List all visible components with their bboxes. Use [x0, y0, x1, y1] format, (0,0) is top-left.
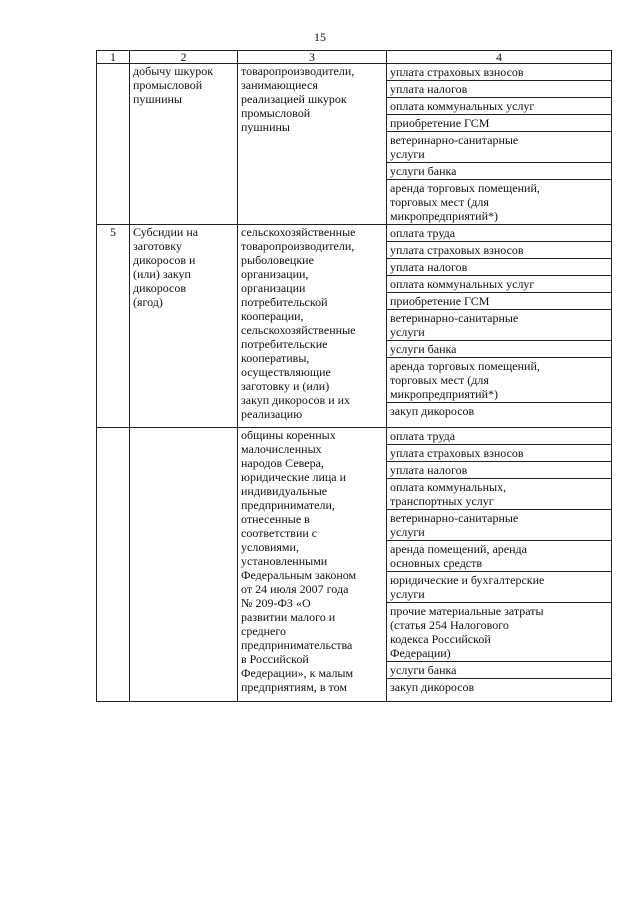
expense-item: оплата коммунальных, транспортных услуг: [387, 479, 611, 510]
expense-item: услуги банка: [387, 662, 611, 679]
recipient-cell-text: товаропроизводители, занимающиеся реализацией шкурок промысловой пушнины: [241, 64, 355, 134]
row-number-cell-text: 5: [110, 225, 116, 239]
expense-item: уплата налогов: [387, 81, 611, 98]
expense-item: оплата коммунальных услуг: [387, 98, 611, 115]
recipient-cell-text: общины коренных малочисленных народов Севера, юридические лица и индивидуальные предприниматели, отнесенные в соответствии с условиями, установленными Федеральным законом от 24 июля 2007 года № 209-ФЗ «О развитии малого и среднего предпринимательства в Российской Федерации», к малым предприятиям, в том: [241, 428, 357, 694]
expense-item: оплата труда: [387, 225, 611, 242]
expense-item: услуги банка: [387, 341, 611, 358]
expense-item: ветеринарно-санитарные услуги: [387, 510, 611, 541]
page-number: 15: [314, 30, 326, 44]
expense-item: закуп дикоросов: [390, 680, 475, 694]
subsidy-name-cell: [130, 428, 238, 702]
expense-item: уплата страховых взносов: [387, 445, 611, 462]
row-number-cell: [97, 64, 130, 225]
subsidy-name-cell-text: Субсидии на заготовку дикоросов и (или) закуп дикоросов (ягод): [133, 225, 199, 309]
recipient-cell: [238, 64, 387, 225]
expense-item: приобретение ГСМ: [387, 115, 611, 132]
expense-list-cell: [387, 64, 612, 225]
expense-item: аренда торговых помещений, торговых мест (для микропредприятий*): [390, 181, 540, 223]
recipient-cell: [238, 428, 387, 702]
expense-item: закуп дикоросов: [390, 404, 475, 418]
expense-item: приобретение ГСМ: [387, 293, 611, 310]
column-header: 2: [130, 51, 238, 64]
expense-item: оплата коммунальных услуг: [387, 276, 611, 293]
expense-item: ветеринарно-санитарные услуги: [387, 132, 611, 163]
row-number-cell: [97, 225, 130, 428]
expense-item: уплата страховых взносов: [387, 242, 611, 259]
table-row: [97, 225, 612, 428]
expense-item: услуги банка: [387, 163, 611, 180]
expense-item: уплата страховых взносов: [387, 64, 611, 81]
expense-item: прочие материальные затраты (статья 254 Налогового кодекса Российской Федерации): [387, 603, 611, 662]
table-row: [97, 64, 612, 225]
expense-item: уплата налогов: [387, 462, 611, 479]
expense-item: аренда помещений, аренда основных средств: [387, 541, 611, 572]
table-body: [97, 64, 612, 702]
expense-item: уплата налогов: [387, 259, 611, 276]
column-header: 1: [97, 51, 130, 64]
subsidy-name-cell: [130, 64, 238, 225]
expense-list-cell: [387, 428, 612, 702]
subsidy-table: [96, 50, 612, 702]
expense-item: ветеринарно-санитарные услуги: [387, 310, 611, 341]
expense-item: аренда торговых помещений, торговых мест (для микропредприятий*): [387, 358, 611, 403]
subsidy-name-cell-text: добычу шкурок промысловой пушнины: [133, 64, 214, 106]
expense-item: оплата труда: [387, 428, 611, 445]
recipient-cell: [238, 225, 387, 428]
table-header-row: [97, 51, 612, 64]
subsidy-name-cell: [130, 225, 238, 428]
row-number-cell: [97, 428, 130, 702]
table-row: [97, 428, 612, 702]
column-header: 4: [387, 51, 612, 64]
recipient-cell-text: сельскохозяйственные товаропроизводители, рыболовецкие организации, организации потребительской кооперации, сельскохозяйственные потребительские кооперативы, осуществляющие заготовку и (или) закуп дикоросов и их реализацию: [241, 225, 356, 421]
column-header: 3: [238, 51, 387, 64]
expense-item: юридические и бухгалтерские услуги: [387, 572, 611, 603]
expense-list-cell: [387, 225, 612, 428]
